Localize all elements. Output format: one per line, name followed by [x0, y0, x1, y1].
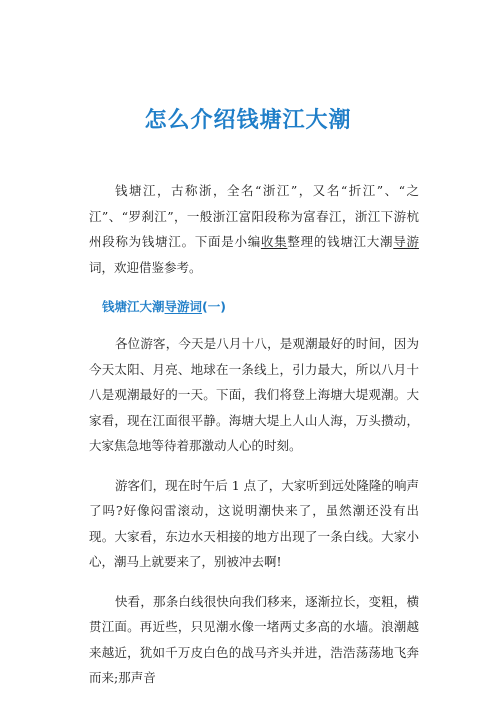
link-guide[interactable]: 导游: [393, 234, 419, 249]
intro-text-2: 整理的钱塘江大潮: [287, 234, 394, 249]
link-collect[interactable]: 收集: [260, 234, 288, 249]
section-heading-suffix: (一): [202, 299, 226, 314]
document-body: [89, 178, 419, 705]
intro-text-1: 钱塘江，古称浙，全名“浙江”，又名“折江”、“之江”、“罗刹江”，一般浙江富阳段称为富春江，浙江下游杭州段称为钱塘江。下面是小编: [89, 183, 419, 249]
section-heading: [89, 294, 419, 319]
page-title: 怎么介绍钱塘江大潮: [144, 108, 352, 133]
section-heading-text: 钱塘江大潮: [102, 299, 165, 314]
intro-text-3: 词，欢迎借鉴参考。: [89, 259, 202, 275]
section-heading-link[interactable]: 导游词: [164, 299, 203, 314]
body-paragraph-1: 各位游客，今天是八月十八，是观潮最好的时间，因为今天太阳、月亮、地球在一条线上，引力最大，所以八月十八是观潮最好的一天。下面，我们将登上海塘大堤观潮。大家看，现在江面很平静。海塘大堤上人山人海，万头攒动，大家焦急地等待着那激动人心的时刻。: [89, 336, 419, 453]
intro-paragraph: [89, 178, 419, 280]
body-paragraph-2: 游客们，现在时午后 1 点了，大家听到远处隆隆的响声了吗?好像闷雷滚动，这说明潮快来了，虽然潮还没有出现。大家看，东边水天相接的地方出现了一条白线。大家小心，潮马上就要来了，别被冲去啊!: [89, 477, 419, 569]
body-paragraph-3: 快看，那条白线很快向我们移来，逐渐拉长，变粗，横贯江面。再近些，只见潮水像一堵两丈多高的水墙。浪潮越来越近，犹如千万皮白色的战马齐头并进，浩浩荡荡地飞奔而来;那声音: [89, 593, 419, 685]
